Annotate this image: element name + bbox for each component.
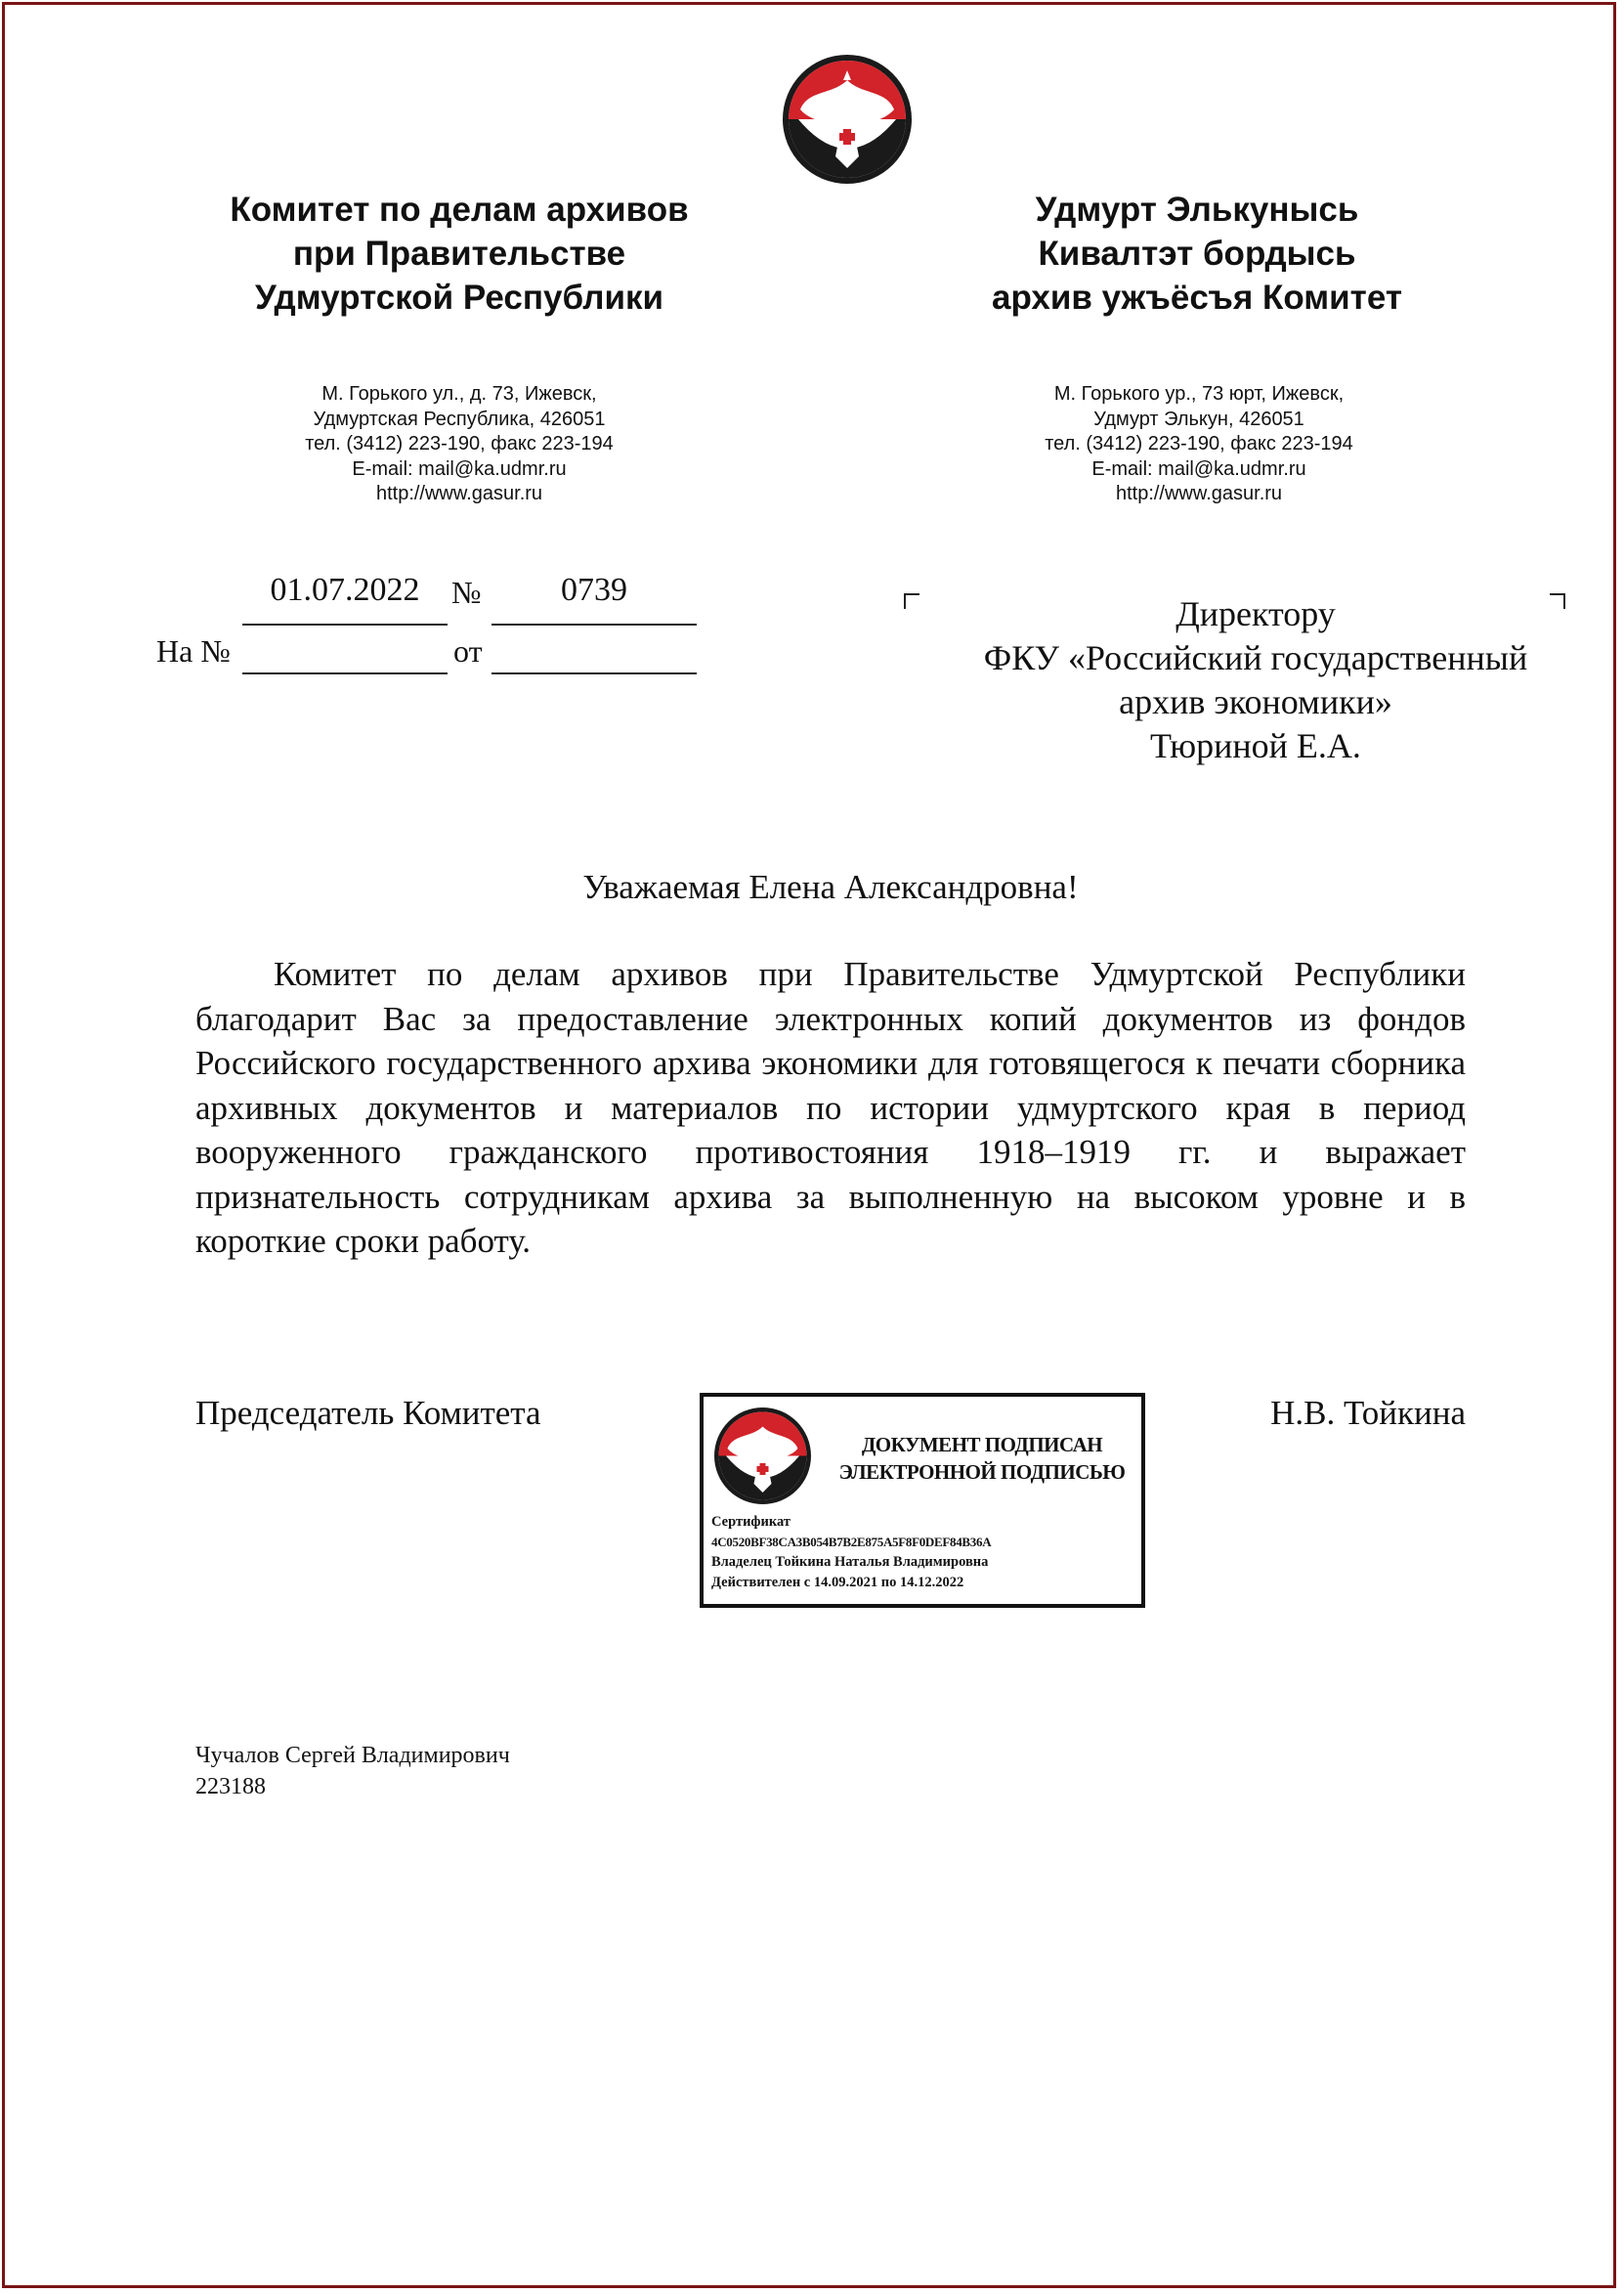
number-label: № xyxy=(451,575,482,610)
letter-body: Комитет по делам архивов при Правительстве Удмуртской Республики благодарит Вас за предоставление электронных копий документов из фондов Российского государственного архива экономики для готовящегося к печати сборника архивных документов и материалов по истории удмуртского края в период вооруженного гражданского противостояния 1918–1919 гг. и выражает признательность сотрудникам архива за выполненную на высоком уровне и в короткие сроки работу. xyxy=(195,955,1466,1260)
signer-position: Председатель Комитета xyxy=(195,1394,541,1432)
organization-name-ru: Комитет по делам архивов при Правительстве Удмуртской Республики xyxy=(230,191,689,317)
signer-name: Н.В. Тойкина xyxy=(1270,1394,1466,1432)
executor-phone: 223188 xyxy=(195,1774,266,1799)
addressee-corner-left xyxy=(904,593,919,609)
certificate-id: 4C0520BF38CA3B054B7B2E875A5F8F0DEF84B36A xyxy=(711,1534,992,1549)
number-underline xyxy=(491,624,697,626)
address-ru: М. Горького ул., д. 73, Ижевск, Удмуртская Республика, 426051 тел. (3412) 223-190, факс 223-194 E-mail: mail@ka.udmr.ru http://www.gasur.ru xyxy=(305,383,614,504)
document-number: 0739 xyxy=(561,572,627,608)
addressee: Директору ФКУ «Российский государственный архив экономики» Тюриной Е.А. xyxy=(983,594,1528,765)
from-underline xyxy=(491,672,697,674)
certificate-validity: Действителен с 14.09.2021 по 14.12.2022 xyxy=(711,1574,964,1590)
date-underline xyxy=(242,624,448,626)
executor-name: Чучалов Сергей Владимирович xyxy=(195,1743,510,1768)
executor-info xyxy=(195,1740,510,1802)
certificate-label: Сертификат xyxy=(711,1514,791,1530)
address-udmurt: М. Горького ур., 73 юрт, Ижевск, Удмурт Элькун, 426051 тел. (3412) 223-190, факс 223-194 E-mail: mail@ka.udmr.ru http://www.gasur.ru xyxy=(1045,383,1353,504)
electronic-signature-stamp xyxy=(700,1393,1145,1608)
organization-name-udmurt: Удмурт Элькунысь Кивалтэт бордысь архив ужъёсъя Комитет xyxy=(992,191,1402,317)
certificate-owner: Владелец Тойкина Наталья Владимировна xyxy=(711,1554,989,1570)
stamp-details xyxy=(711,1512,1141,1592)
salutation: Уважаемая Елена Александровна! xyxy=(582,868,1079,906)
stamp-emblem-icon xyxy=(711,1405,814,1507)
stamp-title: ДОКУМЕНТ ПОДПИСАН ЭЛЕКТРОННОЙ ПОДПИСЬЮ xyxy=(838,1433,1126,1484)
from-label: от xyxy=(453,633,483,669)
udmurtia-emblem-icon xyxy=(779,51,916,188)
reference-underline xyxy=(242,672,448,674)
document-date: 01.07.2022 xyxy=(270,572,420,608)
reference-label: На № xyxy=(156,633,231,669)
